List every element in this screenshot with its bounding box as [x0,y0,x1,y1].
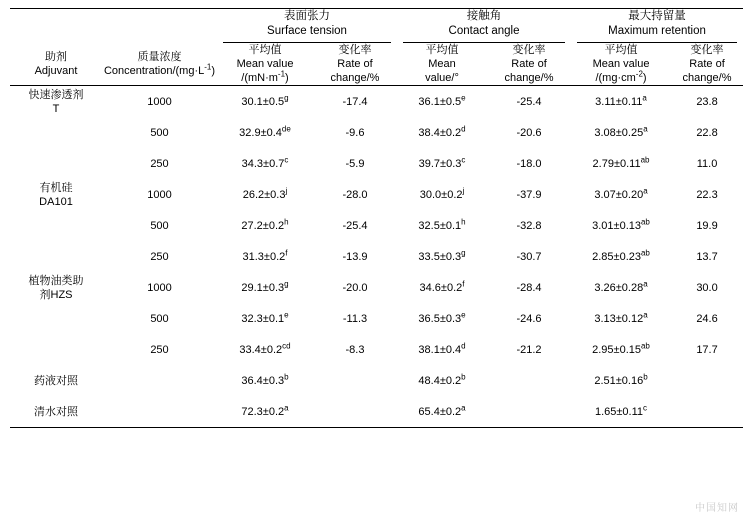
cell-concentration [102,365,217,396]
group-header-maximum-retention-cn: 最大持留量 [628,10,686,22]
cell-st-mean-sup: j [285,185,288,195]
cell-adjuvant [10,210,102,241]
cell-mr-mean-sup: a [642,92,647,102]
column-header-st-rate-en1: Rate of [337,58,373,70]
cell-ca-mean-value: 65.4±0.2 [418,405,462,418]
column-header-st-mean-unit-tail: ) [285,72,289,84]
cell-ca-rate: -30.7 [516,250,542,263]
column-header-concentration-en-text: Concentration/(mg·L [103,65,205,77]
column-header-concentration-sup: -1 [204,62,212,72]
cell-st-mean [217,334,313,365]
cell-st-mean-sup: f [285,247,288,257]
cell-mr-rate: 17.7 [696,343,718,356]
cell-ca-mean-sup: c [461,154,466,164]
cell-st-mean-sup: e [284,309,289,319]
column-header-ca-rate-cn: 变化率 [512,44,546,56]
cell-st-rate: -13.9 [342,250,368,263]
results-table [10,8,743,428]
column-header-ca-mean-en1: Mean [428,58,456,70]
group-header-contact-angle-cn: 接触角 [466,10,502,22]
cell-mr-mean-sup: ab [640,216,650,226]
cell-mr-mean-sup: ab [640,340,650,350]
cell-concentration: 250 [150,250,169,263]
cell-ca-mean-sup: j [462,185,465,195]
cell-ca-mean-value: 39.7±0.3 [418,157,462,170]
cell-ca-mean-sup: e [461,92,466,102]
cell-mr-mean-value: 2.79±0.11 [592,157,641,170]
cell-st-rate: -8.3 [345,343,365,356]
cell-mr-rate: 30.0 [696,281,718,294]
cell-mr-rate: 23.8 [671,86,743,118]
cell-adjuvant [10,117,102,148]
cell-st-mean-sup: h [284,216,289,226]
cell-ca-mean-value: 32.5±0.1 [418,219,462,232]
cell-mr-mean [571,117,671,148]
cell-concentration: 500 [150,312,169,325]
cell-ca-mean-value: 33.5±0.3 [418,250,462,263]
cell-ca-mean [397,241,487,272]
cell-mr-mean-sup: a [643,309,648,319]
column-header-ca-rate [487,43,571,86]
cell-mr-mean-value: 3.01±0.13 [592,219,641,232]
cell-ca-mean [397,272,487,303]
cell-st-mean-value: 27.2±0.2 [241,219,285,232]
cell-adjuvant [10,272,102,303]
cell-ca-mean-value: 36.5±0.3 [418,312,462,325]
cell-concentration: 1000 [147,188,172,201]
column-header-mr-mean [571,43,671,86]
column-header-adjuvant [10,43,102,86]
cell-ca-mean-sup: d [461,123,466,133]
cell-mr-mean-sup: a [643,123,648,133]
cell-st-mean [217,86,313,118]
cell-adjuvant [10,303,102,334]
group-header-surface-tension-cn: 表面张力 [284,10,330,22]
cell-adjuvant [10,334,102,365]
cell-mr-mean [571,334,671,365]
cell-mr-mean-sup: b [643,371,648,381]
cell-mr-mean [571,396,671,428]
cell-st-mean-value: 30.1±0.5 [241,95,285,108]
cell-ca-mean-value: 48.4±0.2 [418,374,462,387]
cell-st-mean [217,148,313,179]
table-row [10,179,743,210]
cell-ca-mean-value: 30.0±0.2 [419,188,463,201]
group-header-maximum-retention [571,9,743,44]
cell-concentration: 250 [150,157,169,170]
cell-adjuvant-line1: 药液对照 [34,374,78,387]
cell-adjuvant-line1: 有机硅 [39,181,73,194]
cell-mr-mean [571,272,671,303]
cell-mr-mean-value: 2.95±0.15 [592,343,641,356]
cell-ca-rate: -25.4 [487,86,571,118]
column-header-adjuvant-en: Adjuvant [34,65,78,77]
column-header-st-mean-unit [217,71,313,85]
cell-mr-mean [571,365,671,396]
column-header-mr-mean-en: Mean value [592,58,650,70]
column-header-concentration-cn: 质量浓度 [137,51,182,63]
cell-adjuvant-line1: 清水对照 [34,405,78,418]
cell-st-mean [217,210,313,241]
cell-st-mean [217,272,313,303]
group-header-contact-angle [397,9,571,44]
column-header-st-mean-cn: 平均值 [248,44,282,56]
cell-ca-mean-sup: d [461,340,466,350]
cell-adjuvant-line1: 植物油类助 [28,274,84,287]
cell-ca-mean [397,396,487,428]
cell-mr-mean-sup: a [643,278,648,288]
column-header-st-mean-unit-text: /(mN·m [241,72,278,84]
cell-ca-rate [487,365,571,396]
cell-ca-rate [487,396,571,428]
column-header-st-rate-en2: change/% [330,72,380,84]
group-header-spacer-concentration [102,9,217,44]
cell-concentration [102,396,217,428]
cell-ca-mean [397,179,487,210]
table-row [10,396,743,428]
cell-mr-mean-sup: a [643,185,648,195]
cell-ca-mean [397,86,487,118]
cell-mr-rate: 22.8 [696,126,718,139]
cell-st-mean-value: 26.2±0.3 [242,188,286,201]
cell-st-mean [217,396,313,428]
column-header-ca-mean-cn: 平均值 [425,44,459,56]
cell-ca-mean-sup: h [461,216,466,226]
cell-mr-rate [671,396,743,428]
column-header-ca-rate-en2: change/% [504,72,554,84]
cell-mr-mean-sup: c [643,402,648,412]
cell-st-mean-value: 36.4±0.3 [241,374,285,387]
cell-st-rate: -28.0 [342,188,368,201]
cell-st-rate: -11.3 [342,312,368,325]
cell-ca-mean-sup: b [461,371,466,381]
table-row [10,303,743,334]
cell-ca-mean-value: 38.4±0.2 [418,126,462,139]
group-header-spacer-adjuvant [10,9,102,44]
cell-concentration: 1000 [147,281,172,294]
cell-ca-rate: -28.4 [516,281,542,294]
cell-mr-mean [571,86,671,118]
group-header-surface-tension [217,9,397,44]
column-header-mr-mean-unit [571,71,671,85]
column-header-concentration-tail: ) [211,65,216,77]
column-header-st-rate-cn: 变化率 [338,44,372,56]
column-header-concentration [102,43,217,86]
table-row [10,241,743,272]
cell-ca-mean [397,210,487,241]
cell-mr-rate: 24.6 [696,312,718,325]
cell-ca-mean-sup: f [462,278,465,288]
cell-mr-mean-sup: ab [640,247,650,257]
cell-ca-mean-value: 34.6±0.2 [419,281,463,294]
table-row [10,148,743,179]
table-row [10,86,743,118]
cell-st-mean [217,241,313,272]
group-header-surface-tension-en: Surface tension [267,25,347,37]
group-header-maximum-retention-en: Maximum retention [608,25,706,37]
table-row [10,210,743,241]
cell-st-mean-sup: g [284,278,289,288]
cell-ca-mean [397,365,487,396]
cell-ca-mean-sup: a [461,402,466,412]
cell-st-mean-sup: b [284,371,289,381]
cell-st-rate: -5.9 [345,157,365,170]
cell-mr-mean [571,179,671,210]
cell-ca-mean-sup: g [461,247,466,257]
cell-st-mean-value: 72.3±0.2 [241,405,285,418]
column-header-mr-rate-en2: change/% [682,72,732,84]
column-header-st-mean [217,43,313,86]
cell-mr-mean-value: 3.11±0.11 [595,95,643,108]
cell-st-rate: -25.4 [342,219,368,232]
cell-adjuvant [10,241,102,272]
cell-ca-mean-value: 38.1±0.4 [418,343,462,356]
cell-adjuvant [10,179,102,210]
column-header-mr-mean-cn: 平均值 [604,44,638,56]
cell-st-mean-sup: cd [282,340,291,350]
group-header-contact-angle-en: Contact angle [448,25,520,37]
cell-adjuvant-line1: 快速渗透剂 [28,88,84,101]
cell-concentration: 1000 [102,86,217,118]
cell-adjuvant-line2: T [52,102,60,115]
cell-mr-mean [571,148,671,179]
cell-concentration: 500 [150,126,169,139]
cell-st-mean-value: 34.3±0.7 [241,157,285,170]
column-header-concentration-en [102,64,217,78]
column-header-st-mean-en: Mean value [236,58,294,70]
cell-mr-mean-value: 2.51±0.16 [594,374,644,387]
cell-ca-mean [397,334,487,365]
column-header-ca-mean-en2: value/° [425,72,459,84]
cell-st-mean [217,117,313,148]
column-header-ca-rate-en1: Rate of [511,58,547,70]
cell-concentration: 500 [150,219,169,232]
column-header-row [10,43,743,86]
cell-st-rate [313,365,397,396]
cell-ca-mean-value: 36.1±0.5 [418,95,462,108]
cell-st-rate [313,396,397,428]
cell-mr-rate: 13.7 [696,250,718,263]
cell-mr-mean-sup: ab [640,154,650,164]
cell-mr-mean-value: 3.13±0.12 [594,312,644,325]
column-header-mr-mean-unit-tail: ) [642,72,647,84]
cell-mr-rate: 22.3 [696,188,718,201]
cell-st-mean-value: 29.1±0.3 [241,281,285,294]
table-page [0,8,753,520]
cell-mr-rate [671,365,743,396]
table-row [10,272,743,303]
cell-adjuvant-line2: 剂HZS [39,288,73,301]
cell-st-mean [217,365,313,396]
group-header-row [10,9,743,44]
cell-mr-mean-value: 3.07±0.20 [594,188,644,201]
cell-mr-mean-value: 3.08±0.25 [594,126,644,139]
column-header-mr-rate-cn: 变化率 [690,44,724,56]
column-header-st-mean-unit-sup: -1 [277,69,286,79]
cell-concentration: 250 [150,343,169,356]
cell-ca-rate: -37.9 [516,188,542,201]
cell-st-mean [217,303,313,334]
cell-st-mean-value: 32.3±0.1 [241,312,285,325]
cell-st-mean [217,179,313,210]
cell-mr-mean [571,303,671,334]
cell-mr-mean-value: 1.65±0.11 [594,405,644,418]
column-header-mr-mean-unit-text: /(mg·cm [595,72,636,84]
cell-st-mean-sup: g [284,92,289,102]
column-header-st-rate [313,43,397,86]
cell-st-mean-value: 31.3±0.2 [242,250,286,263]
cell-ca-mean [397,303,487,334]
column-header-adjuvant-cn: 助剂 [45,51,67,63]
watermark: 中国知网 [695,503,739,514]
table-row [10,365,743,396]
cell-ca-mean-sup: e [461,309,466,319]
cell-adjuvant [10,396,102,428]
cell-mr-rate: 19.9 [696,219,718,232]
cell-st-rate: -9.6 [345,126,365,139]
cell-mr-mean-value: 3.26±0.28 [594,281,644,294]
cell-st-mean-sup: a [284,402,289,412]
cell-st-rate: -17.4 [313,86,397,118]
column-header-mr-rate-en1: Rate of [689,58,725,70]
cell-mr-rate: 11.0 [696,157,718,170]
cell-adjuvant [10,365,102,396]
cell-adjuvant [10,148,102,179]
cell-ca-mean [397,148,487,179]
cell-ca-rate: -18.0 [516,157,542,170]
cell-ca-rate: -24.6 [516,312,542,325]
cell-ca-mean [397,117,487,148]
cell-st-rate: -20.0 [342,281,368,294]
cell-ca-rate: -20.6 [516,126,542,139]
cell-adjuvant [10,86,102,118]
cell-mr-mean [571,210,671,241]
cell-mr-mean [571,241,671,272]
cell-mr-mean-value: 2.85±0.23 [592,250,641,263]
column-header-ca-mean [397,43,487,86]
cell-ca-rate: -21.2 [516,343,542,356]
cell-st-mean-value: 33.4±0.2 [239,343,283,356]
cell-adjuvant-line2: DA101 [39,195,73,208]
column-header-mr-mean-unit-sup: -2 [635,69,643,79]
cell-st-mean-value: 32.9±0.4 [239,126,282,139]
table-row [10,334,743,365]
cell-st-mean-sup: de [281,123,291,133]
column-header-mr-rate [671,43,743,86]
cell-ca-rate: -32.8 [516,219,542,232]
cell-st-mean-sup: c [284,154,289,164]
table-row [10,117,743,148]
